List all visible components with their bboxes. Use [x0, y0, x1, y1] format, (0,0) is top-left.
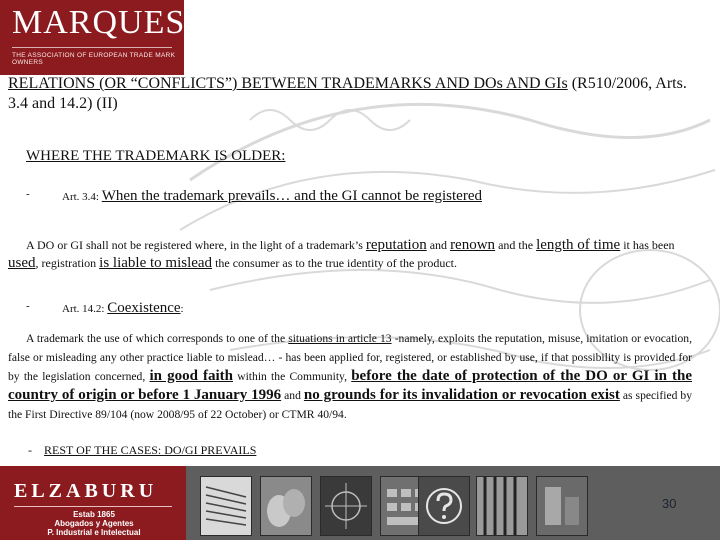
text: and [281, 389, 304, 402]
keyword-no-grounds: no grounds for its invalidation or revocation exist [303, 387, 620, 403]
firm-line: P. Industrial e Intelectual [47, 528, 141, 537]
elzaburu-logo [0, 466, 186, 540]
footer-bar [0, 466, 720, 540]
keyword-liable-to-mislead: is liable to mislead [99, 255, 213, 271]
firm-established: Estab 1865 [73, 510, 115, 519]
text: , registration [35, 256, 100, 270]
circuit-numbers-icon [320, 476, 372, 536]
bullet-lead: Coexistence [107, 300, 181, 316]
firm-line: Abogados y Agentes [54, 519, 134, 528]
paragraph-art-14-2 [8, 329, 692, 424]
page-number: 30 [662, 496, 677, 511]
bullet-rest-of-cases [28, 443, 256, 458]
logo-divider [12, 47, 172, 48]
text: A trademark the use of which corresponds to one of the [26, 332, 289, 345]
bullet-colon: : [180, 303, 184, 315]
firm-name: ELZABURU [14, 480, 158, 502]
keyword-length-of-time: length of time [536, 237, 621, 253]
bullet-text: REST OF THE CASES: DO/GI PREVAILS [44, 443, 257, 457]
bullet-article [62, 188, 482, 205]
prison-bars-icon [476, 476, 528, 536]
hands-photo-icon [260, 476, 312, 536]
building-photo-icon [200, 476, 252, 536]
text: -namely, exploits the reputation, misuse, imitation or evocation, false or misleading any other practice liable to mislead… - has been applied for, registered, or established by use, if that possibility is provided for by the legislation concerned, [8, 332, 692, 383]
keyword-situations-art-13: situations in article 13 [288, 332, 392, 345]
bullet-dash: - [26, 188, 30, 200]
title-main: RELATIONS (OR “CONFLICTS”) BETWEEN TRADEMARKS AND DOs AND GIs [8, 75, 568, 92]
bullet-lead: When the trademark prevails… and the GI cannot be registered [101, 188, 482, 204]
article-ref: Art. 3.4: [62, 191, 99, 203]
text: within the Community, [232, 370, 352, 383]
text: and the [495, 238, 537, 252]
keyword-before-date: before the date of protection of the DO or GI in the country of origin or before 1 January 1996 [8, 368, 692, 403]
text: and [426, 238, 451, 252]
article-ref: Art. 14.2: [62, 303, 105, 315]
text: it has been [620, 238, 675, 252]
section-heading: WHERE THE TRADEMARK IS OLDER: [26, 148, 286, 164]
text: as specified by the First Directive 89/104 (now 2008/95 of 22 October) or CTMR 40/94. [8, 389, 693, 421]
bullet-dash: - [28, 443, 32, 457]
paragraph-art-3-4 [8, 236, 692, 272]
question-mark-icon [418, 476, 470, 536]
abstract-pattern-icon [536, 476, 588, 536]
logo-subtitle: THE ASSOCIATION OF EUROPEAN TRADE MARK OWNERS [12, 52, 176, 66]
keyword-reputation: reputation [365, 237, 427, 253]
title-reference: (R510/2006, Arts. 3.4 and 14.2) (II) [8, 75, 687, 112]
marques-logo [0, 0, 184, 75]
logo-wordmark: MARQUES [12, 4, 186, 41]
bullet-article [62, 300, 184, 317]
text: A DO or GI shall not be registered where, in the light of a trademark’s [26, 238, 366, 252]
keyword-good-faith: in good faith [149, 368, 233, 384]
keyword-renown: renown [450, 237, 496, 253]
keyword-used: used [8, 255, 36, 271]
slide-title [8, 74, 708, 114]
bullet-dash: - [26, 300, 30, 312]
firm-tagline [14, 510, 174, 537]
text: the consumer as to the true identity of the product. [212, 256, 457, 270]
firm-divider [14, 506, 172, 507]
